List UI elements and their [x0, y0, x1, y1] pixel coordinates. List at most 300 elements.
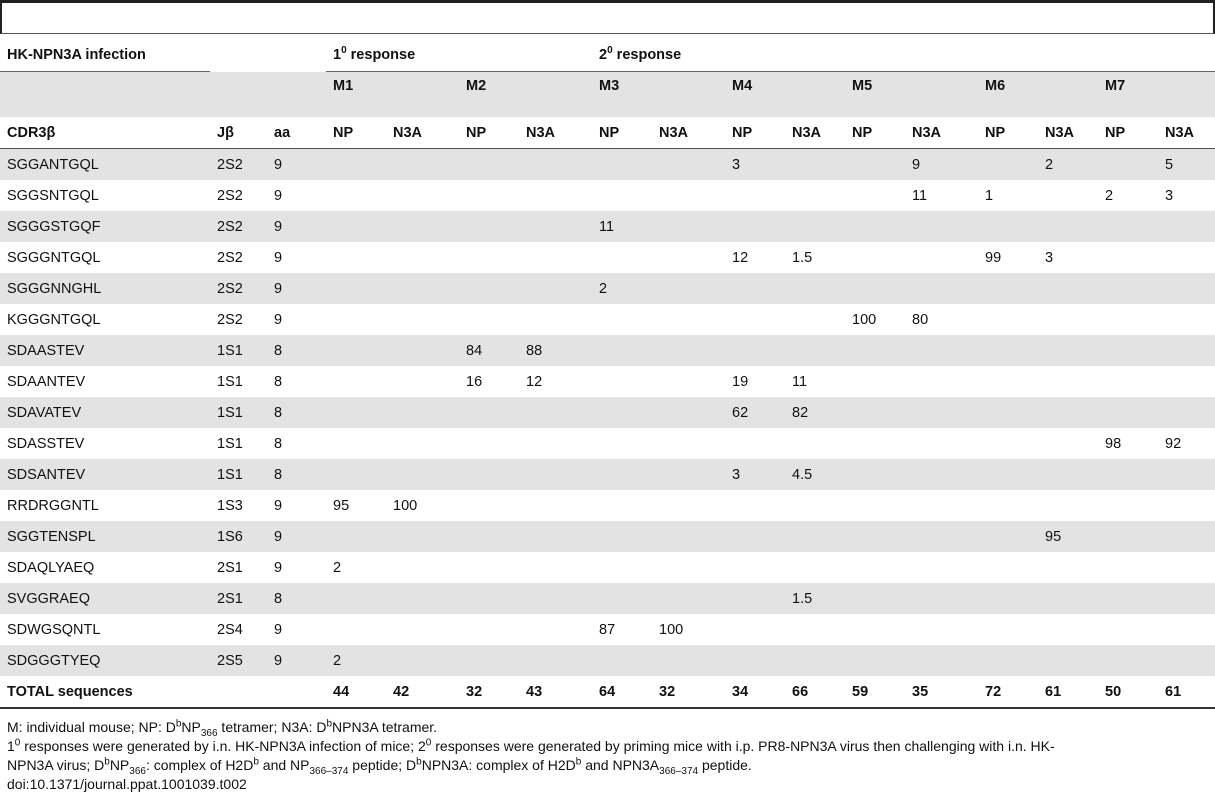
cdr3-sequence: SDAASTEV [0, 335, 210, 366]
percent-cell [845, 180, 905, 211]
footnote-responses: $1^0$ responses were generated by i.n. HK-NPN3A infection of mice; $2^0$ responses were generated by priming mice with i.p. PR8-NPN3A virus then challenging with i.n. HK- [7, 737, 1055, 754]
percent-cell [386, 614, 459, 645]
percent-cell [725, 273, 785, 304]
percent-cell [386, 397, 459, 428]
percent-cell [845, 211, 905, 242]
mouse-header: M5 [845, 72, 978, 118]
percent-cell [1098, 366, 1158, 397]
percent-cell [652, 366, 725, 397]
percent-cell [326, 583, 386, 614]
percent-cell [519, 428, 592, 459]
percent-cell [725, 335, 785, 366]
table-row [0, 645, 1215, 676]
percent-cell: 2 [1105, 187, 1114, 204]
percent-cell [592, 583, 652, 614]
percent-cell [725, 211, 785, 242]
table-row [0, 521, 1215, 552]
percent-cell [1038, 614, 1098, 645]
percent-cell [1158, 304, 1215, 335]
percent-cell [592, 645, 652, 676]
percent-cell [386, 211, 459, 242]
percent-cell [519, 490, 592, 521]
percent-cell [326, 366, 386, 397]
percent-cell [1158, 614, 1215, 645]
mouse-header: M6 [978, 72, 1098, 118]
jb-segment: 1S6 [210, 521, 267, 552]
percent-cell [845, 397, 905, 428]
percent-cell [386, 335, 459, 366]
table-row [0, 459, 1215, 490]
percent-cell [326, 211, 386, 242]
mouse-header: M2 [459, 72, 592, 118]
percent-cell [1098, 614, 1158, 645]
percent-cell [845, 273, 905, 304]
table-row [0, 273, 1215, 304]
percent-cell [386, 645, 459, 676]
percent-cell: 2 [333, 559, 342, 576]
percent-cell [905, 428, 978, 459]
percent-cell [785, 149, 845, 181]
percent-cell [592, 428, 652, 459]
aa-length: 9 [267, 273, 326, 304]
mouse-header: M3 [592, 72, 725, 118]
cdr3-sequence: SVGGRAEQ [0, 583, 210, 614]
cdr3-sequence: SDSANTEV [0, 459, 210, 490]
percent-cell [845, 614, 905, 645]
percent-cell [326, 149, 386, 181]
percent-cell [1158, 335, 1215, 366]
total-cell: 61 [1158, 676, 1215, 708]
percent-cell [978, 304, 1038, 335]
percent-cell: 11 [792, 373, 808, 390]
percent-cell [459, 149, 519, 181]
percent-cell [1038, 397, 1098, 428]
table-row [0, 335, 1215, 366]
percent-cell: 80 [912, 311, 929, 328]
percent-cell: 12 [732, 249, 749, 266]
total-cell: 66 [785, 676, 845, 708]
percent-cell: 100 [659, 621, 684, 638]
percent-cell [1158, 645, 1215, 676]
percent-cell [459, 645, 519, 676]
percent-cell [1098, 304, 1158, 335]
aa-length: 9 [267, 149, 326, 181]
total-cell: 61 [1038, 676, 1098, 708]
table-row [0, 304, 1215, 335]
percent-cell [459, 583, 519, 614]
jb-segment: 2S2 [217, 187, 243, 204]
percent-cell: 95 [333, 497, 350, 514]
percent-cell: 98 [1105, 435, 1122, 452]
jb-segment: 1S1 [217, 435, 243, 452]
percent-cell [1158, 459, 1215, 490]
percent-cell [592, 242, 652, 273]
table-row [0, 180, 1215, 211]
table-row [0, 366, 1215, 397]
table-footnotes [7, 718, 1212, 794]
primary-response-label: $1^0$ response [326, 38, 592, 72]
percent-cell [1158, 490, 1215, 521]
cdr3-sequence: SDWGSQNTL [7, 621, 101, 638]
percent-cell: 84 [459, 335, 519, 366]
cdr3-sequence: SGGANTGQL [0, 149, 210, 181]
col-np: NP [592, 117, 652, 149]
percent-cell [1038, 490, 1098, 521]
percent-cell [1158, 397, 1215, 428]
aa-length: 9 [274, 559, 283, 576]
percent-cell [905, 583, 978, 614]
percent-cell [1038, 552, 1098, 583]
cdr3-sequence: SGGGNTGQL [7, 249, 101, 266]
total-cell: 42 [386, 676, 459, 708]
percent-cell [1038, 645, 1098, 676]
percent-cell: 19 [732, 373, 749, 390]
percent-cell [386, 521, 459, 552]
tcr-sequence-table [0, 38, 1215, 709]
percent-cell [652, 397, 725, 428]
percent-cell [1038, 211, 1098, 242]
total-row [0, 676, 1215, 708]
percent-cell [459, 552, 519, 583]
percent-cell: 3 [1045, 249, 1054, 266]
percent-cell [459, 273, 519, 304]
col-np: NP [459, 117, 519, 149]
percent-cell [326, 428, 386, 459]
cdr3-sequence: SGGTENSPL [0, 521, 210, 552]
table-row [0, 149, 1215, 181]
jb-segment: 1S1 [217, 373, 243, 390]
total-cell: 50 [1098, 676, 1158, 708]
percent-cell [905, 397, 978, 428]
jb-segment: 1S1 [210, 397, 267, 428]
col-np: NP [1098, 117, 1158, 149]
percent-cell [1038, 459, 1098, 490]
aa-length: 9 [274, 187, 283, 204]
percent-cell [1098, 459, 1158, 490]
table-row [0, 552, 1215, 583]
percent-cell [978, 490, 1038, 521]
percent-cell [1098, 273, 1158, 304]
percent-cell [652, 459, 725, 490]
percent-cell [725, 614, 785, 645]
percent-cell [386, 366, 459, 397]
percent-cell: 5 [1158, 149, 1215, 181]
percent-cell [519, 521, 592, 552]
percent-cell [326, 397, 386, 428]
percent-cell [326, 521, 386, 552]
percent-cell [905, 273, 978, 304]
percent-cell [519, 397, 592, 428]
total-cell: 59 [845, 676, 905, 708]
jb-segment: 1S3 [217, 497, 243, 514]
percent-cell [386, 304, 459, 335]
jb-segment: 2S2 [210, 211, 267, 242]
col-np: NP [845, 117, 905, 149]
table-row [0, 614, 1215, 645]
aa-length: 9 [267, 645, 326, 676]
percent-cell [1098, 335, 1158, 366]
percent-cell [519, 552, 592, 583]
percent-cell [326, 614, 386, 645]
percent-cell [386, 273, 459, 304]
aa-length: 8 [274, 435, 283, 452]
percent-cell: 92 [1165, 435, 1182, 452]
percent-cell [785, 614, 845, 645]
percent-cell [905, 521, 978, 552]
percent-cell [519, 645, 592, 676]
percent-cell [592, 459, 652, 490]
aa-length: 8 [267, 335, 326, 366]
percent-cell [326, 304, 386, 335]
percent-cell [785, 180, 845, 211]
infection-label: HK-NPN3A infection [0, 38, 210, 72]
percent-cell [1098, 490, 1158, 521]
percent-cell [459, 614, 519, 645]
col-n3a: N3A [905, 117, 978, 149]
percent-cell: 82 [785, 397, 845, 428]
percent-cell [652, 428, 725, 459]
percent-cell: 2 [1038, 149, 1098, 181]
percent-cell [845, 366, 905, 397]
percent-cell: 3 [1165, 187, 1174, 204]
percent-cell [1098, 521, 1158, 552]
percent-cell [459, 397, 519, 428]
header-row-mice [0, 72, 1215, 118]
percent-cell: 1.5 [785, 583, 845, 614]
percent-cell [652, 180, 725, 211]
col-jb: Jβ [210, 117, 267, 149]
percent-cell [905, 490, 978, 521]
aa-length: 8 [274, 373, 283, 390]
percent-cell: 16 [466, 373, 483, 390]
percent-cell [592, 490, 652, 521]
cdr3-sequence: SDAANTEV [7, 373, 86, 390]
percent-cell [785, 490, 845, 521]
percent-cell [905, 211, 978, 242]
cdr3-sequence: SDGGGTYEQ [0, 645, 210, 676]
percent-cell [725, 645, 785, 676]
percent-cell: 100 [852, 311, 877, 328]
jb-segment: 2S2 [210, 273, 267, 304]
cdr3-sequence: RRDRGGNTL [7, 497, 99, 514]
percent-cell [592, 521, 652, 552]
percent-cell [845, 242, 905, 273]
percent-cell [785, 552, 845, 583]
percent-cell: 3 [725, 149, 785, 181]
percent-cell [519, 459, 592, 490]
percent-cell [978, 273, 1038, 304]
col-np: NP [326, 117, 386, 149]
percent-cell [386, 583, 459, 614]
table-row [0, 211, 1215, 242]
aa-length: 9 [267, 521, 326, 552]
percent-cell [459, 490, 519, 521]
percent-cell [1038, 583, 1098, 614]
percent-cell [845, 552, 905, 583]
percent-cell [519, 149, 592, 181]
percent-cell [1098, 242, 1158, 273]
percent-cell [725, 552, 785, 583]
percent-cell [978, 335, 1038, 366]
percent-cell [978, 645, 1038, 676]
percent-cell [1038, 180, 1098, 211]
percent-cell: 11 [592, 211, 652, 242]
aa-length: 9 [274, 311, 283, 328]
total-cell: 72 [978, 676, 1038, 708]
percent-cell [1038, 335, 1098, 366]
percent-cell: 3 [725, 459, 785, 490]
percent-cell [386, 149, 459, 181]
percent-cell [326, 335, 386, 366]
total-label: TOTAL sequences [0, 676, 210, 708]
percent-cell [905, 459, 978, 490]
percent-cell [978, 521, 1038, 552]
aa-length: 9 [267, 211, 326, 242]
percent-cell [785, 273, 845, 304]
percent-cell [459, 242, 519, 273]
percent-cell [1158, 583, 1215, 614]
percent-cell [1158, 366, 1215, 397]
jb-segment: 2S2 [217, 249, 243, 266]
percent-cell [459, 428, 519, 459]
percent-cell: 4.5 [785, 459, 845, 490]
percent-cell: 62 [725, 397, 785, 428]
footnote-complexes: NPN3A virus; $D^bNP_{366}$: complex of $H2D^b$ and $NP_{366-374}$ peptide; $D^bNPN3A$: complex of $H2D^b$ and $NPN3A_{366-374}$ peptide. [7, 756, 752, 777]
percent-cell [592, 366, 652, 397]
percent-cell [905, 552, 978, 583]
mouse-header: M4 [725, 72, 845, 118]
table-row [0, 242, 1215, 273]
aa-length: 9 [274, 249, 283, 266]
percent-cell [652, 552, 725, 583]
aa-length: 8 [267, 459, 326, 490]
total-cell: 34 [725, 676, 785, 708]
percent-cell [905, 366, 978, 397]
percent-cell [785, 211, 845, 242]
percent-cell: 1 [985, 187, 994, 204]
table-row [0, 583, 1215, 614]
total-cell: 35 [905, 676, 978, 708]
col-n3a: N3A [1158, 117, 1215, 149]
percent-cell [725, 521, 785, 552]
percent-cell [652, 490, 725, 521]
percent-cell [725, 304, 785, 335]
col-n3a: N3A [519, 117, 592, 149]
doi-text: doi:10.1371/journal.ppat.1001039.t002 [7, 776, 247, 792]
percent-cell [845, 521, 905, 552]
cdr3-sequence: SGGGNNGHL [0, 273, 210, 304]
col-np: NP [978, 117, 1038, 149]
percent-cell [978, 552, 1038, 583]
percent-cell [1098, 211, 1158, 242]
aa-length: 9 [274, 621, 283, 638]
aa-length: 8 [267, 397, 326, 428]
total-cell: 64 [592, 676, 652, 708]
table-row [0, 428, 1215, 459]
percent-cell: 2 [326, 645, 386, 676]
percent-cell [459, 180, 519, 211]
percent-cell [785, 428, 845, 459]
total-cell: 44 [326, 676, 386, 708]
percent-cell [459, 304, 519, 335]
percent-cell [978, 211, 1038, 242]
percent-cell [652, 149, 725, 181]
percent-cell [459, 459, 519, 490]
percent-cell [519, 614, 592, 645]
cdr3-sequence: SDAQLYAEQ [7, 559, 95, 576]
jb-segment: 2S1 [210, 583, 267, 614]
header-row-response [0, 38, 1215, 72]
percent-cell [978, 366, 1038, 397]
percent-cell [725, 583, 785, 614]
percent-cell [326, 180, 386, 211]
percent-cell [592, 397, 652, 428]
percent-cell [1038, 273, 1098, 304]
percent-cell [326, 459, 386, 490]
percent-cell [652, 242, 725, 273]
percent-cell [326, 242, 386, 273]
percent-cell [845, 459, 905, 490]
percent-cell [1158, 552, 1215, 583]
percent-cell [978, 614, 1038, 645]
percent-cell [592, 552, 652, 583]
percent-cell [1038, 428, 1098, 459]
percent-cell [845, 149, 905, 181]
table-row [0, 397, 1215, 428]
percent-cell [519, 242, 592, 273]
percent-cell [978, 428, 1038, 459]
percent-cell [652, 583, 725, 614]
percent-cell [905, 335, 978, 366]
percent-cell: 87 [599, 621, 616, 638]
percent-cell [652, 335, 725, 366]
percent-cell [519, 304, 592, 335]
percent-cell [386, 428, 459, 459]
percent-cell [978, 459, 1038, 490]
percent-cell [386, 459, 459, 490]
mouse-header: M7 [1098, 72, 1215, 118]
percent-cell [785, 304, 845, 335]
aa-length: 8 [267, 583, 326, 614]
percent-cell: 9 [905, 149, 978, 181]
jb-segment: 2S4 [217, 621, 243, 638]
table-row [0, 490, 1215, 521]
percent-cell [785, 335, 845, 366]
percent-cell [1158, 521, 1215, 552]
col-np: NP [725, 117, 785, 149]
percent-cell [785, 645, 845, 676]
total-cell: 32 [459, 676, 519, 708]
table-title-frame [0, 0, 1215, 34]
percent-cell [459, 211, 519, 242]
jb-segment: 1S1 [210, 459, 267, 490]
percent-cell [459, 521, 519, 552]
percent-cell [386, 180, 459, 211]
percent-cell: 11 [912, 187, 928, 204]
aa-length: 9 [274, 497, 283, 514]
cdr3-sequence: SDAVATEV [0, 397, 210, 428]
percent-cell [1098, 645, 1158, 676]
jb-segment: 2S5 [210, 645, 267, 676]
jb-segment: 2S1 [217, 559, 243, 576]
percent-cell [519, 583, 592, 614]
secondary-response-label: $2^0$ response [592, 38, 1215, 72]
col-cdr3b: CDR3β [0, 117, 210, 149]
percent-cell [652, 645, 725, 676]
percent-cell [905, 242, 978, 273]
cdr3-sequence: SGGGSTGQF [0, 211, 210, 242]
percent-cell [1158, 242, 1215, 273]
